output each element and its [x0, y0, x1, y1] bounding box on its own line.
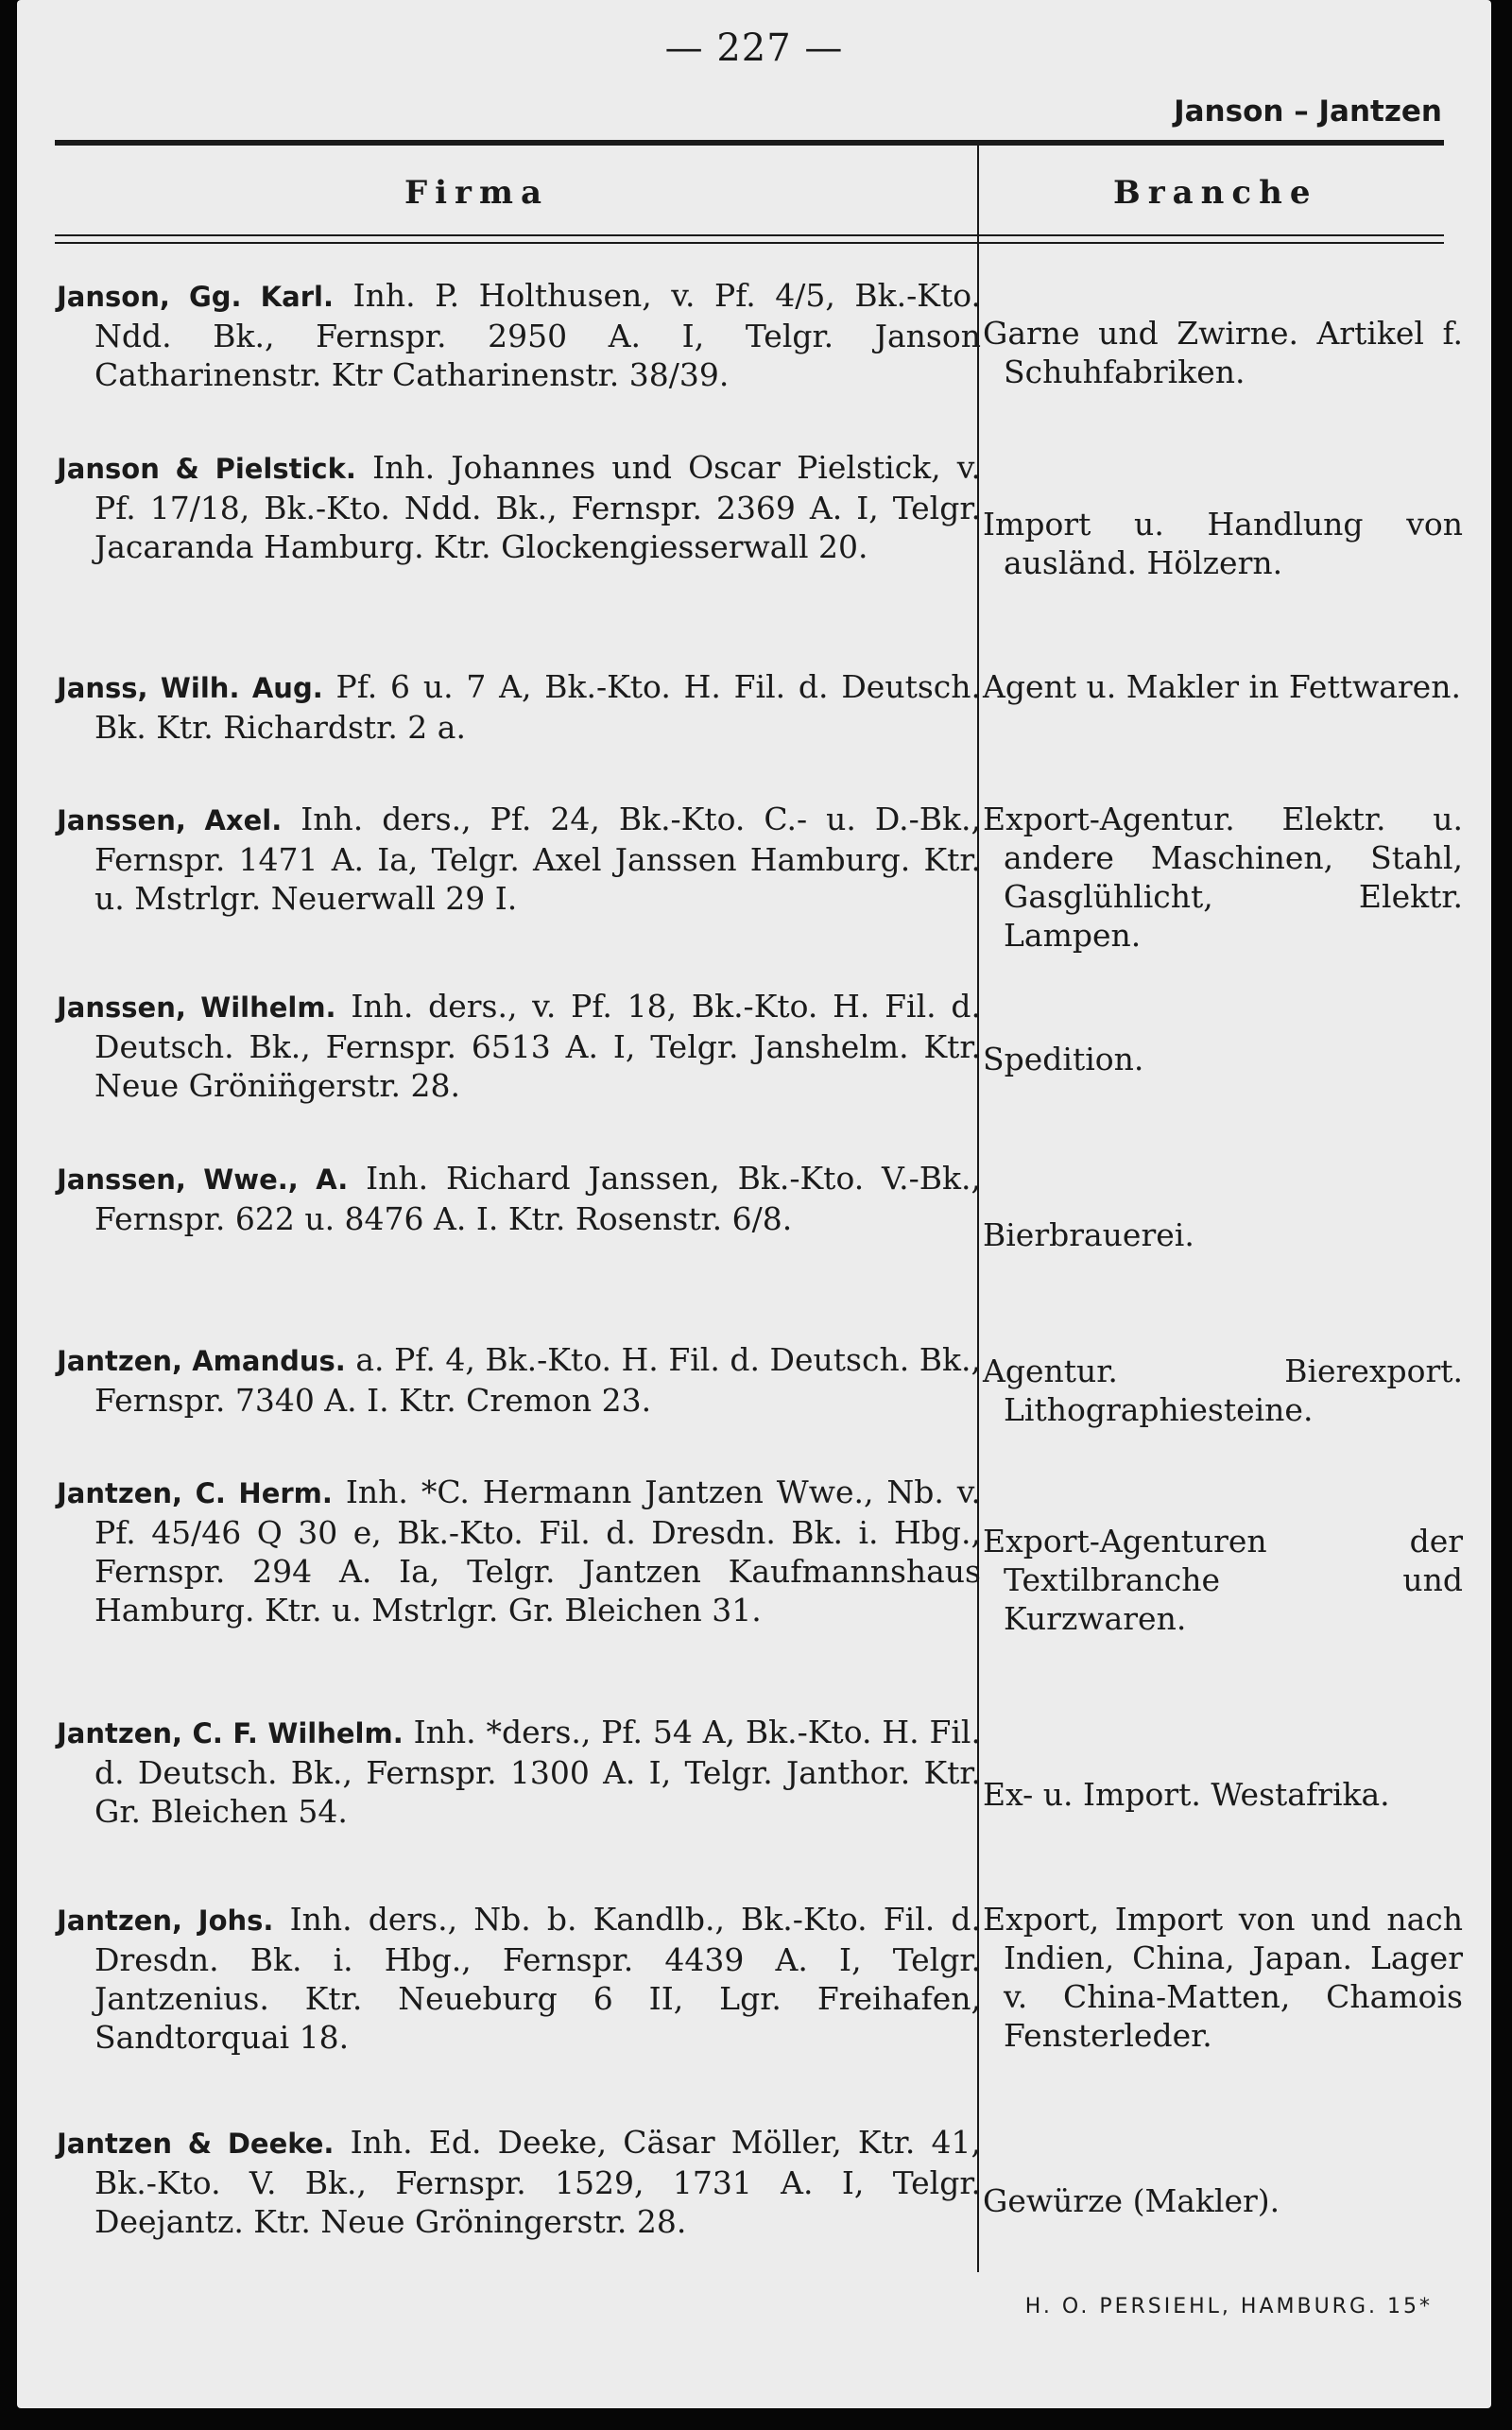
firma-cell	[57, 276, 981, 394]
company-details: Inh. Richard Janssen, Bk.-Kto. V.-Bk., Fernspr. 622 u. 8476 A. I. Ktr. Rosenstr. 6/8.	[94, 1160, 981, 1237]
printer-imprint: H. O. PERSIEHL, HAMBURG. 15*	[1024, 2295, 1433, 2318]
company-details: Inh. *C. Hermann Jantzen Wwe., Nb. v. Pf. 45/46 Q 30 e, Bk.-Kto. Fil. d. Dresdn. Bk. i. Hbg., Fernspr. 294 A. Ia, Telgr. Jantzen Kaufmannshaus Hamburg. Ktr. u. Mstrlgr. Gr. Bleichen 31.	[94, 1474, 982, 1629]
branche-cell: Export, Import von und nach Indien, China, Japan. Lager v. China-Matten, Chamois Fensterleder.	[983, 1901, 1463, 2054]
running-head: Janson – Jantzen	[1174, 95, 1442, 129]
branche-cell: Agent u. Makler in Fettwaren.	[983, 668, 1461, 705]
header-rule	[55, 234, 1444, 236]
branche-cell: Gewürze (Makler).	[983, 2182, 1280, 2219]
branche-cell: Spedition.	[983, 1041, 1144, 1077]
company-name: Jantzen, C. Herm.	[57, 1477, 333, 1509]
company-details: Inh. *ders., Pf. 54 A, Bk.-Kto. H. Fil. d. Deutsch. Bk., Fernspr. 1300 A. I, Telgr. Janthor. Ktr. Gr. Bleichen 54.	[94, 1714, 981, 1830]
company-name: Janssen, Axel.	[57, 804, 283, 836]
top-rule	[55, 140, 1444, 146]
company-name: Jantzen & Deeke.	[57, 2128, 335, 2160]
company-details: Inh. Johannes und Oscar Pielstick, v. Pf. 17/18, Bk.-Kto. Ndd. Bk., Fernspr. 2369 A. I, Telgr. Jacaranda Hamburg. Ktr. Glockengiesserwall 20.	[94, 449, 981, 565]
company-name: Janssen, Wilhelm.	[57, 991, 336, 1024]
company-name: Jantzen, Amandus.	[57, 1345, 346, 1377]
branche-cell: Bierbrauerei.	[983, 1216, 1194, 1253]
branche-cell: Agentur. Bierexport. Lithographiesteine.	[983, 1353, 1463, 1428]
company-details: a. Pf. 4, Bk.-Kto. H. Fil. d. Deutsch. Bk., Fernspr. 7340 A. I. Ktr. Cremon 23.	[94, 1341, 981, 1419]
company-name: Janson, Gg. Karl.	[57, 281, 334, 313]
company-details: Inh. ders., v. Pf. 18, Bk.-Kto. H. Fil. d. Deutsch. Bk., Fernspr. 6513 A. I, Telgr. Janshelm. Ktr. Neue Grönin̈gerstr. 28.	[94, 988, 981, 1104]
header-rule	[55, 242, 1444, 244]
firma-cell	[57, 800, 981, 918]
firma-cell	[57, 1473, 981, 1629]
company-name: Jantzen, Johs.	[57, 1904, 274, 1937]
branche-cell: Export-Agentur. Elektr. u. andere Maschinen, Stahl, Gasglühlicht, Elektr. Lampen.	[983, 801, 1463, 954]
company-name: Jantzen, C. F. Wilhelm.	[57, 1717, 404, 1749]
company-details: Pf. 6 u. 7 A, Bk.-Kto. H. Fil. d. Deutsch. Bk. Ktr. Richardstr. 2 a.	[94, 668, 981, 746]
branche-cell: Garne und Zwirne. Artikel f. Schuhfabriken.	[983, 315, 1463, 390]
company-details: Inh. ders., Nb. b. Kandlb., Bk.-Kto. Fil. d. Dresdn. Bk. i. Hbg., Fernspr. 4439 A. I, Telgr. Jantzenius. Ktr. Neueburg 6 II, Lgr. Freihafen, Sandtorquai 18.	[94, 1901, 982, 2056]
firma-cell	[57, 448, 981, 566]
firma-column-header: Firma	[404, 174, 549, 212]
directory-page	[17, 0, 1491, 2408]
company-details: Inh. P. Holthusen, v. Pf. 4/5, Bk.-Kto. Ndd. Bk., Fernspr. 2950 A. I, Telgr. Janson Catharinenstr. Ktr Catharinenstr. 38/39.	[94, 277, 981, 393]
company-name: Janssen, Wwe., A.	[57, 1163, 349, 1196]
branche-cell: Ex- u. Import. Westafrika.	[983, 1776, 1390, 1813]
branche-cell: Export-Agenturen der Textilbranche und Kurzwaren.	[983, 1523, 1463, 1637]
company-name: Janss, Wilh. Aug.	[57, 672, 323, 704]
company-details: Inh. ders., Pf. 24, Bk.-Kto. C.- u. D.-Bk., Fernspr. 1471 A. Ia, Telgr. Axel Janssen Hamburg. Ktr. u. Mstrlgr. Neuerwall 29 I.	[94, 801, 981, 917]
company-name: Janson & Pielstick.	[57, 453, 356, 485]
firma-cell	[57, 2123, 981, 2241]
firma-cell	[57, 667, 981, 747]
firma-cell	[57, 1713, 981, 1831]
firma-cell	[57, 1340, 981, 1420]
firma-cell	[57, 987, 981, 1105]
firma-cell	[57, 1900, 981, 2057]
firma-cell	[57, 1159, 981, 1238]
company-details: Inh. Ed. Deeke, Cäsar Möller, Ktr. 41, Bk.-Kto. V. Bk., Fernspr. 1529, 1731 A. I, Telgr. Deejantz. Ktr. Neue Gröningerstr. 28.	[94, 2124, 981, 2240]
branche-cell: Import u. Handlung von ausländ. Hölzern.	[983, 506, 1463, 581]
page-number: — 227 —	[664, 26, 844, 70]
branche-column-header: Branche	[1113, 174, 1318, 212]
